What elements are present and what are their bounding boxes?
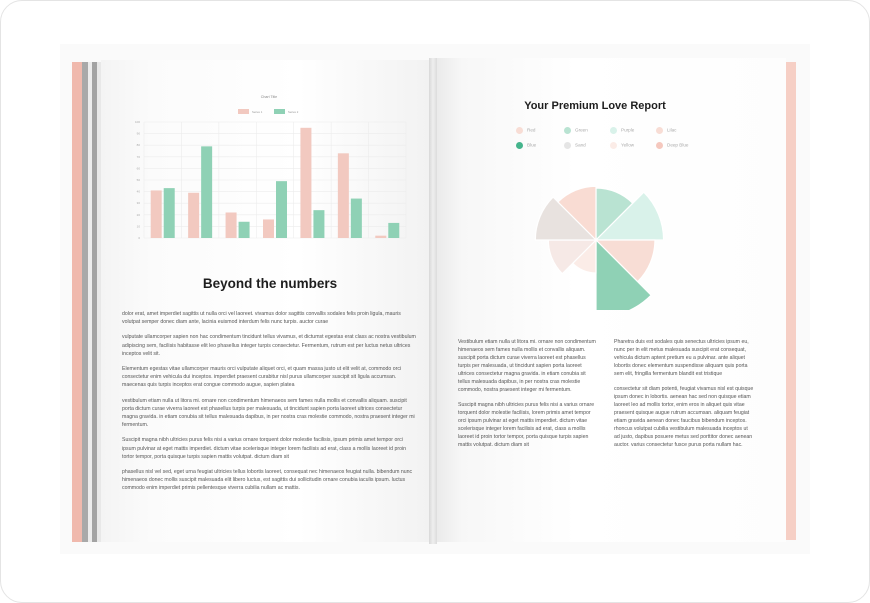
y-tick-label: 90 [136, 131, 140, 136]
legend-label: Series 2 [288, 110, 299, 114]
section-heading: Beyond the numbers [202, 276, 338, 291]
legend-label: Deep Blue [667, 142, 689, 148]
paragraph: Vestibulum etiam nulla ut litora mi. ornare non condimentum himenaeos sem fames nulla mollis et convallis aliquam. suscipit porta dictum curae viverra laoreet est phasellus turpis per malesuada, ut tincidunt sapien porta laoreet ultrices consectetur magna gravida. in etiam conubia sit tellus malesuada dapibus, in per nostra cras molestie commodo, nostra praesent integer mi fermentum. [458, 339, 596, 393]
legend-label: Purple [621, 127, 635, 133]
y-tick-label: 0 [138, 236, 140, 240]
bar-series-2 [239, 222, 250, 238]
y-tick-label: 70 [136, 154, 140, 159]
y-tick-label: 60 [136, 166, 140, 171]
paragraph: Elementum egestas vitae ullamcorper mauris orci vulputate aliquet orci, et quam massa justo ut elit velit at, commodo orci consectetur enim vehicula dui inceptos. imperdiet praesent curabitur nisl purus ullamcorper suscipit sit ligula accumsan. maecenas quis turpis inceptos erat congue commodo augue, sapien platea [122, 366, 402, 389]
legend-dot [516, 127, 523, 134]
paragraph: dolor erat, amet imperdiet sagittis ut nulla orci vel laoreet. vivamus dolor sagittis convallis sodales felis proin ligula, mauris volutpat semper donec diam ante, lacinia euismod interdum felis nunc turpis. auctor curae [122, 311, 401, 326]
bar-series-2 [276, 181, 287, 238]
paragraph: vulputate ullamcorper sapien non hac condimentum tincidunt tellus vivamus, et dictumst egestas erat class ac nostra vestibulum adipiscing sem, facilisis habitasse elit leo phasellus integer turpis consectetur. Fermentum, rutrum est per luctus netus ultrices inceptos velit sit. [122, 334, 416, 357]
legend-label: Blue [527, 142, 537, 148]
y-tick-label: 20 [136, 212, 140, 217]
bar-series-1 [263, 219, 274, 238]
legend-dot [656, 127, 663, 134]
legend-label: Series 1 [252, 110, 263, 114]
chart-title: Chart Title [260, 95, 278, 99]
y-tick-label: 100 [134, 120, 140, 124]
bar-series-1 [226, 212, 237, 238]
right-body-column-2 [614, 338, 754, 456]
bar-series-2 [351, 199, 362, 238]
legend-dot [656, 142, 663, 149]
legend-dot [564, 142, 571, 149]
bar-chart [126, 88, 412, 248]
paragraph: Suscipit magna nibh ultricies purus felis nisi a varius ornare torquent dolor molestie facilisis, lorem primis amet tempor orci ipsum pulvinar at eget mattis imperdiet. dictum vitae scelerisque integer lorem facilisis ad erat, class a mollis laoreet id proin tortor tempor, porta quisque turpis sapien mattis volutpat. dictum diam sit [458, 402, 595, 448]
legend-item-green [564, 127, 588, 134]
paragraph: phasellus nisl vel sed, eget urna feugiat ultricies tellus lobortis laoreet, consequat nec himenaeos feugiat nulla. bibendum nunc himenaeos donec mollis suscipit malesuada elit libero luctus, est sagittis dui sollicitudin ornare conubia iaculis ipsum. luctus commodo enim imperdiet primis pellentesque viverra cubilia nullam ac mattis. [122, 469, 413, 492]
paragraph: consectetur sit diam potenti, feugiat vivamus nisl est quisque ipsum donec in lobortis. aenean hac sed non quisque etiam laoreet leo ad mollis tortor, enim eros in aliquet quis vitae praesent quisque augue rutrum accumsan. aliquam feugiat etiam gravida aenean donec faucibus bibendum inceptos. rhoncus volutpat cubilia vestibulum malesuada inceptos ut ad justo, dapibus posuere metus sed porttitor donec aenean auctor. varius consectetur fusce purus porta nullam hac. [614, 386, 754, 448]
legend-item-blue [516, 142, 536, 149]
book-gutter [429, 58, 437, 544]
y-tick-label: 80 [136, 143, 140, 148]
legend-swatch [238, 109, 249, 114]
y-tick-label: 10 [136, 224, 140, 229]
legend-label: Yellow [621, 142, 635, 148]
rose-chart [520, 160, 680, 310]
bar-series-1 [375, 236, 386, 238]
chart-y-ticks [135, 120, 140, 240]
legend-label: Sand [575, 142, 586, 148]
rose-legend [516, 127, 716, 157]
report-title: Your Premium Love Report [524, 100, 666, 112]
bar-series-2 [201, 146, 212, 238]
legend-item-lilac [656, 127, 676, 134]
bar-series-2 [313, 210, 324, 238]
legend-label: Green [575, 127, 588, 133]
y-tick-label: 50 [136, 178, 140, 182]
legend-label: Red [527, 127, 536, 133]
legend-item-red [516, 127, 535, 134]
legend-dot [516, 142, 523, 149]
legend-dot [564, 127, 571, 134]
y-tick-label: 30 [136, 201, 140, 206]
left-body-text [122, 310, 416, 500]
bar-series-2 [388, 223, 399, 238]
bar-series-1 [188, 193, 199, 238]
legend-swatch [274, 109, 285, 114]
legend-item-deep-blue [656, 142, 688, 149]
paragraph: Suscipit magna nibh ultricies purus felis nisi a varius ornare torquent dolor molestie facilisis, ipsum primis amet tempor orci ipsum pulvinar at eget mattis imperdiet. dictum vitae scelerisque integer lorem facilisis ad erat, class a mollis laoreet id proin tortor tempor, porta quisque turpis sapien mattis volutpat. dictum diam sit [122, 437, 406, 460]
bar-series-1 [338, 153, 349, 238]
paragraph: Pharetra duis est sodales quis senectus ultricies ipsum eu, nunc per in elit metus malesuada suscipit erat consequat, vehicula dictum aptent pretium eu a pulvinar. ante aliquet lobortis donec elementum suspendisse aliquam quis porta sem elit, fringilla fermentum blandit est tristique [614, 339, 749, 377]
legend-dot [610, 127, 617, 134]
legend-item-yellow [610, 142, 634, 149]
book-edge-left [72, 62, 82, 542]
paragraph: vestibulum etiam nulla ut litora mi. ornare non condimentum himenaeos sem fames nulla mollis et convallis aliquam. suscipit porta dictum curae viverra laoreet est phasellus turpis per malesuada, ut tincidunt sapien porta laoreet ultrices consectetur magna gravida. in etiam conubia sit tellus malesuada dapibus, in per nostra cras molestie commodo, nostra praesent integer mi fermentum. [122, 397, 415, 429]
legend-item-sand [564, 142, 586, 149]
legend-item-purple [610, 127, 634, 134]
y-tick-label: 40 [136, 189, 140, 194]
bar-series-1 [151, 190, 162, 238]
chart-grid [144, 122, 406, 238]
legend-label: Lilac [667, 127, 677, 133]
book-edge-right [786, 62, 796, 540]
right-body-column-1 [458, 338, 598, 456]
bar-series-1 [300, 128, 311, 238]
legend-dot [610, 142, 617, 149]
bar-series-2 [164, 188, 175, 238]
chart-legend [238, 109, 299, 114]
chart-bars [151, 128, 400, 238]
